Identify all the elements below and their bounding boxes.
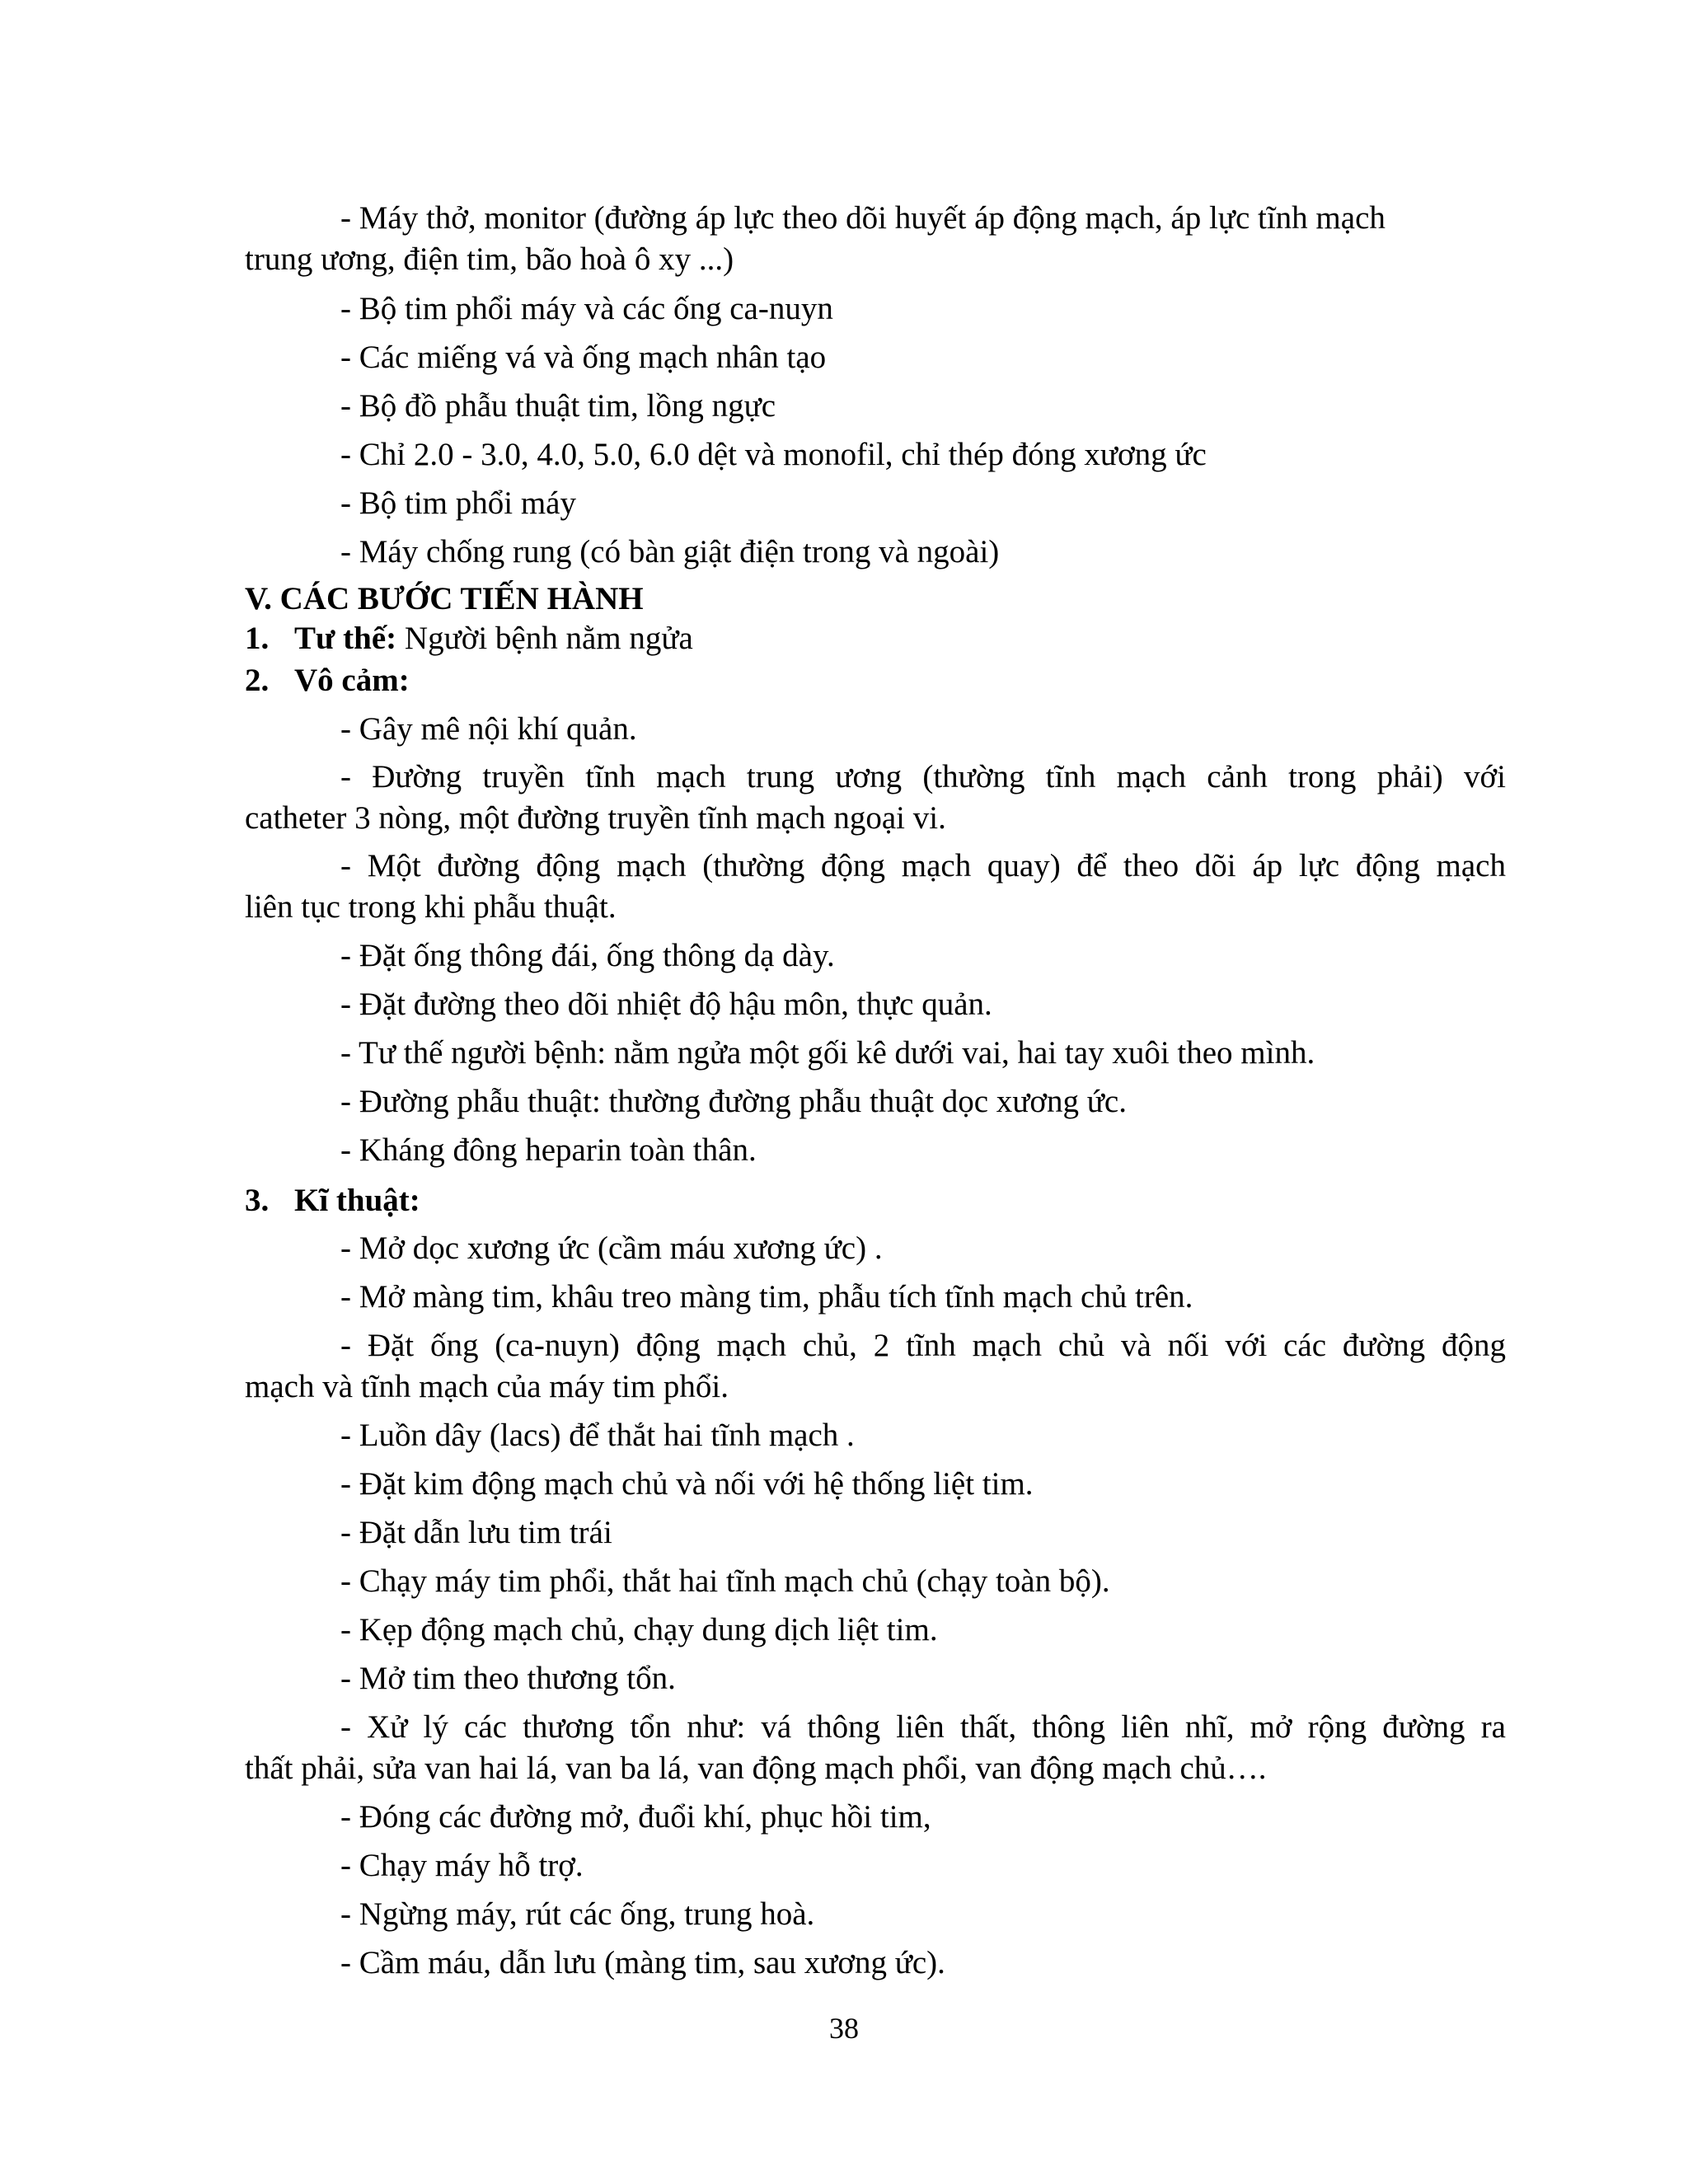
list-item: - Đặt kim động mạch chủ và nối với hệ thống liệt tim. — [340, 1466, 1034, 1502]
list-item: - Các miếng vá và ống mạch nhân tạo — [340, 340, 827, 375]
list-item: - Bộ đồ phẫu thuật tim, lồng ngực — [340, 388, 776, 424]
list-item-continuation: liên tục trong khi phẫu thuật. — [245, 889, 617, 925]
list-item: - Đặt đường theo dõi nhiệt độ hậu môn, thực quản. — [340, 987, 992, 1022]
list-item: - Kháng đông heparin toàn thân. — [340, 1132, 757, 1168]
item-label: Tư thế: — [294, 621, 397, 656]
list-item: - Một đường động mạch (thường động mạch quay) để theo dõi áp lực động mạch — [340, 848, 1506, 883]
list-item-continuation: catheter 3 nòng, một đường truyền tĩnh mạch ngoại vi. — [245, 800, 946, 836]
item-number: 3. — [245, 1183, 270, 1218]
item-label: Kĩ thuật: — [294, 1183, 420, 1218]
page-number: 38 — [829, 2012, 859, 2045]
list-item: - Luồn dây (lacs) để thắt hai tĩnh mạch . — [340, 1418, 855, 1453]
numbered-item-technique — [245, 1180, 420, 1221]
item-number: 2. — [245, 663, 270, 698]
list-item: - Xử lý các thương tổn như: vá thông liên thất, thông liên nhĩ, mở rộng đường ra — [340, 1709, 1506, 1745]
list-item: - Đóng các đường mở, đuổi khí, phục hồi tim, — [340, 1799, 931, 1835]
list-item: - Đặt dẫn lưu tim trái — [340, 1515, 612, 1550]
item-label: Vô cảm: — [294, 663, 410, 698]
list-item: - Ngừng máy, rút các ống, trung hoà. — [340, 1896, 815, 1932]
list-item-continuation: trung ương, điện tim, bão hoà ô xy ...) — [245, 241, 734, 277]
item-text: Người bệnh nằm ngửa — [396, 621, 693, 656]
list-item: - Mở màng tim, khâu treo màng tim, phẫu tích tĩnh mạch chủ trên. — [340, 1279, 1193, 1315]
list-item: - Kẹp động mạch chủ, chạy dung dịch liệt tim. — [340, 1612, 938, 1647]
list-item: - Mở dọc xương ức (cầm máu xương ức) . — [340, 1230, 883, 1266]
list-item-continuation: thất phải, sửa van hai lá, van ba lá, van động mạch phổi, van động mạch chủ…. — [245, 1750, 1267, 1786]
item-number: 1. — [245, 621, 270, 656]
list-item: - Chạy máy hỗ trợ. — [340, 1848, 584, 1883]
list-item: - Đường phẫu thuật: thường đường phẫu thuật dọc xương ức. — [340, 1084, 1127, 1119]
list-item: - Đặt ống thông đái, ống thông dạ dày. — [340, 938, 835, 973]
list-item: - Đặt ống (ca-nuyn) động mạch chủ, 2 tĩnh mạch chủ và nối với các đường động — [340, 1328, 1506, 1363]
numbered-item-posture — [245, 618, 693, 659]
list-item-continuation: mạch và tĩnh mạch của máy tim phổi. — [245, 1369, 729, 1404]
list-item: - Cầm máu, dẫn lưu (màng tim, sau xương ức). — [340, 1945, 945, 1980]
section-heading: V. CÁC BƯỚC TIẾN HÀNH — [245, 581, 644, 616]
list-item: - Chạy máy tim phổi, thắt hai tĩnh mạch chủ (chạy toàn bộ). — [340, 1563, 1110, 1599]
list-item: - Chỉ 2.0 - 3.0, 4.0, 5.0, 6.0 dệt và monofil, chỉ thép đóng xương ức — [340, 437, 1207, 472]
list-item: - Bộ tim phổi máy — [340, 485, 576, 521]
list-item: - Bộ tim phổi máy và các ống ca-nuyn — [340, 291, 833, 326]
list-item: - Máy chống rung (có bàn giật điện trong và ngoài) — [340, 534, 1000, 569]
list-item: - Đường truyền tĩnh mạch trung ương (thường tĩnh mạch cảnh trong phải) với — [340, 759, 1506, 794]
list-item: - Máy thở, monitor (đường áp lực theo dõi huyết áp động mạch, áp lực tĩnh mạch — [340, 200, 1386, 236]
numbered-item-anesthesia — [245, 660, 410, 701]
list-item: - Mở tim theo thương tổn. — [340, 1661, 676, 1696]
list-item: - Gây mê nội khí quản. — [340, 711, 637, 747]
list-item: - Tư thế người bệnh: nằm ngửa một gối kê dưới vai, hai tay xuôi theo mình. — [340, 1035, 1315, 1071]
